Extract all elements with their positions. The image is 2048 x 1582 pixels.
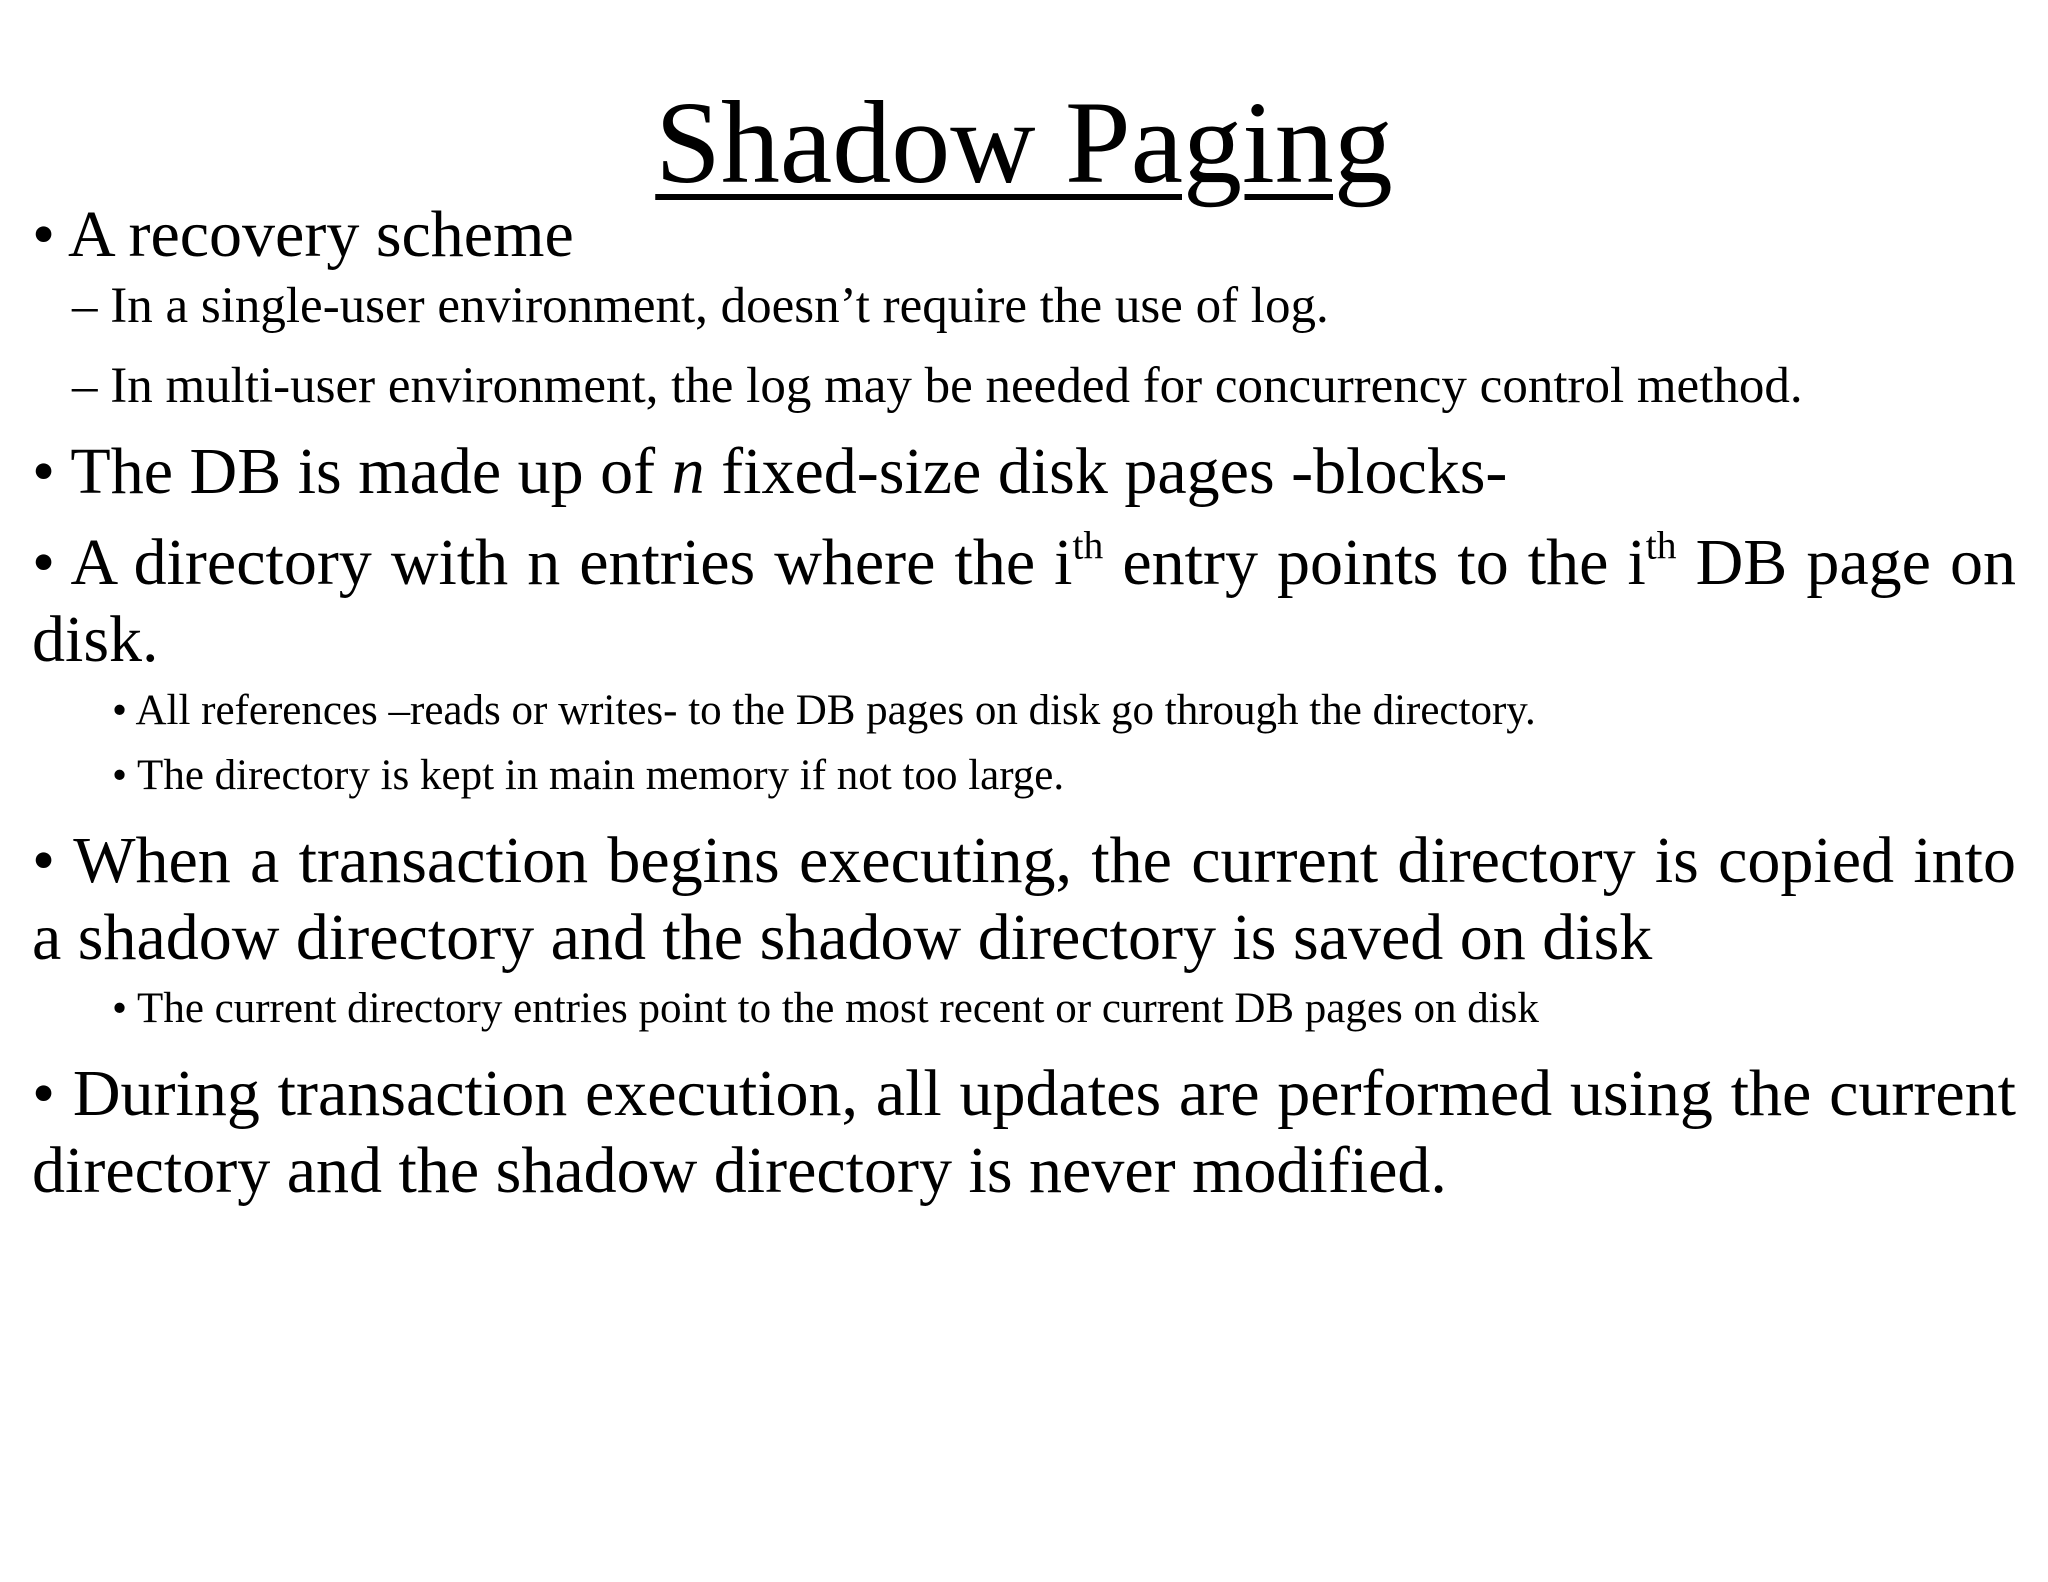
bullet-mark: • (112, 985, 128, 1032)
bullet-mark: • (32, 1057, 56, 1130)
bullet-text: When a transaction begins executing, the current directory is copied into a shadow directory and the shadow directory is saved on disk (32, 824, 2016, 974)
bullet-text-pre: The DB is made up of (70, 435, 672, 508)
variable-n: n (671, 435, 705, 508)
sub-bullet-references (32, 678, 2016, 743)
slide-body (32, 196, 2016, 1209)
bullet-text-part3: DB page on disk. (32, 526, 2016, 676)
bullet-text: During transaction execution, all updates are performed using the current directory and the shadow directory is never modified. (32, 1057, 2016, 1207)
bullet-mark: • (112, 752, 128, 799)
sub-bullet-single-user (32, 273, 2016, 339)
bullet-mark: • (32, 526, 56, 599)
bullet-mark: • (32, 824, 56, 897)
superscript-th: th (1072, 523, 1104, 568)
bullet-text-part1: A directory with n entries where the i (70, 526, 1073, 599)
sub-bullet-text: In multi-user environment, the log may be needed for concurrency control method. (110, 358, 1803, 414)
sub-bullet-text: All references –reads or writes- to the DB pages on disk go through the directory. (135, 687, 1536, 734)
bullet-transaction-begins (32, 822, 2016, 976)
bullet-directory (32, 524, 2016, 678)
dash-mark: – (72, 278, 98, 334)
bullet-recovery-scheme (32, 196, 2016, 273)
slide-title-text: Shadow Paging (655, 77, 1393, 208)
sub-bullet-current-directory (32, 976, 2016, 1041)
sub-bullet-text: In a single-user environment, doesn’t require the use of log. (110, 278, 1329, 334)
bullet-mark: • (112, 687, 128, 734)
bullet-transaction-execution (32, 1055, 2016, 1209)
superscript-th: th (1645, 523, 1677, 568)
slide-title (0, 78, 2048, 208)
bullet-text-post: fixed-size disk pages -blocks- (704, 435, 1508, 508)
bullet-mark: • (32, 198, 56, 271)
sub-bullet-text: The current directory entries point to the most recent or current DB pages on disk (137, 985, 1539, 1032)
bullet-text: A recovery scheme (67, 198, 574, 271)
bullet-text-part2: entry points to the i (1103, 526, 1646, 599)
bullet-mark: • (32, 435, 56, 508)
sub-bullet-main-memory (32, 743, 2016, 808)
sub-bullet-multi-user (32, 353, 2016, 419)
sub-bullet-text: The directory is kept in main memory if not too large. (137, 752, 1065, 799)
dash-mark: – (72, 358, 98, 414)
bullet-db-pages (32, 433, 2016, 510)
